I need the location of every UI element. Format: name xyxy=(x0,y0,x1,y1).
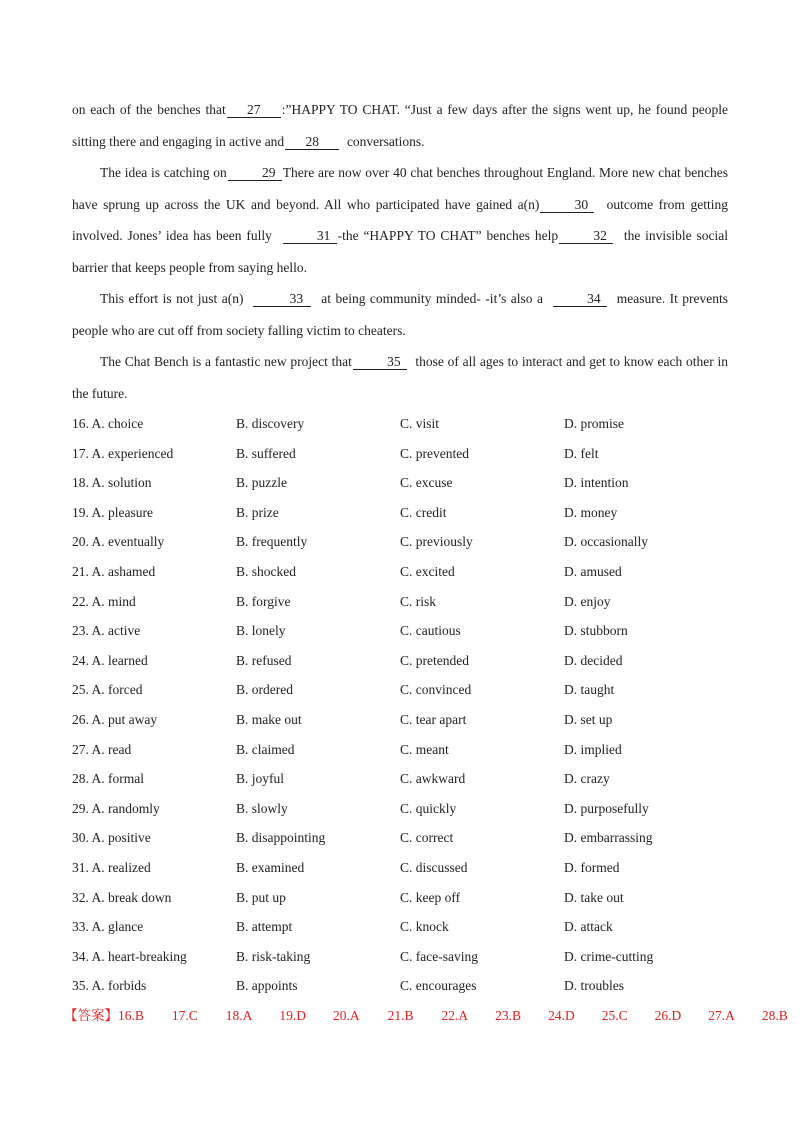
answer-label: 【答案】 xyxy=(64,1007,118,1023)
option-b: B. shocked xyxy=(236,563,296,579)
passage-paragraph-4 xyxy=(72,346,728,409)
passage-text: measure. It prevents people who are cut off from society falling victim to cheaters. xyxy=(72,291,729,338)
option-row xyxy=(72,498,728,528)
option-b: B. examined xyxy=(236,859,305,875)
option-d: D. amused xyxy=(564,563,622,579)
option-b: B. joyful xyxy=(236,771,285,787)
option-a: 18. A. solution xyxy=(72,475,152,491)
option-a: 31. A. realized xyxy=(72,859,151,875)
answer-item: 16.B xyxy=(118,1007,144,1023)
option-c: C. encourages xyxy=(400,978,477,994)
option-row xyxy=(72,409,728,439)
blank-27: 27 xyxy=(227,102,281,118)
option-a: 33. A. glance xyxy=(72,919,144,935)
option-d: D. money xyxy=(564,504,618,520)
option-c: C. face-saving xyxy=(400,948,478,964)
passage-text: -the “HAPPY TO CHAT” benches help xyxy=(337,228,559,243)
option-a: 32. A. break down xyxy=(72,889,172,905)
answer-item: 17.C xyxy=(171,1007,198,1023)
option-row xyxy=(72,705,728,735)
option-row xyxy=(72,853,728,883)
option-d: D. attack xyxy=(564,919,613,935)
option-b: B. appoints xyxy=(236,978,298,994)
blank-30: 30 xyxy=(540,197,594,213)
option-b: B. make out xyxy=(236,711,302,727)
option-row xyxy=(72,794,728,824)
blank-31: 31 xyxy=(283,228,337,244)
option-a: 30. A. positive xyxy=(72,830,151,846)
passage-text: at being community minded- -it’s also a xyxy=(321,291,543,306)
option-d: D. intention xyxy=(564,475,629,491)
option-c: C. tear apart xyxy=(400,711,467,727)
option-d: D. decided xyxy=(564,652,623,668)
option-a: 34. A. heart-breaking xyxy=(72,948,187,964)
option-row xyxy=(72,971,728,1001)
option-d: D. enjoy xyxy=(564,593,611,609)
option-c: C. previously xyxy=(400,534,473,550)
option-b: B. suffered xyxy=(236,445,296,461)
option-row xyxy=(72,527,728,557)
answer-item: 20.A xyxy=(333,1007,360,1023)
option-b: B. attempt xyxy=(236,919,293,935)
option-a: 35. A. forbids xyxy=(72,978,147,994)
option-c: C. cautious xyxy=(400,623,461,639)
option-c: C. keep off xyxy=(400,889,461,905)
passage-text: conversations. xyxy=(346,133,425,149)
option-a: 25. A. forced xyxy=(72,682,143,698)
option-row xyxy=(72,557,728,587)
passage-text: those of all ages to interact and get to know each other in the future. xyxy=(72,354,728,401)
answer-item: 26.D xyxy=(654,1007,682,1023)
option-c: C. awkward xyxy=(400,771,466,787)
option-c: C. meant xyxy=(400,741,449,757)
option-c: C. prevented xyxy=(400,445,469,461)
option-d: D. formed xyxy=(564,859,620,875)
option-row xyxy=(72,912,728,942)
option-b: B. refused xyxy=(236,652,292,668)
option-d: D. set up xyxy=(564,711,613,727)
option-d: D. implied xyxy=(564,741,622,757)
option-b: B. prize xyxy=(236,504,279,520)
options-list xyxy=(72,409,728,1001)
answer-item: 21.B xyxy=(387,1007,414,1023)
option-a: 27. A. read xyxy=(72,741,132,757)
option-c: C. discussed xyxy=(400,859,468,875)
option-row xyxy=(72,883,728,913)
option-row xyxy=(72,764,728,794)
answer-item: 19.D xyxy=(279,1007,307,1023)
option-row xyxy=(72,823,728,853)
option-b: B. forgive xyxy=(236,593,291,609)
option-a: 29. A. randomly xyxy=(72,800,160,816)
option-d: D. embarrassing xyxy=(564,830,653,846)
option-b: B. put up xyxy=(236,889,286,905)
option-b: B. lonely xyxy=(236,623,286,639)
blank-28: 28 xyxy=(285,134,339,150)
answer-item: 23.B xyxy=(495,1007,522,1023)
answer-items xyxy=(118,1001,788,1031)
option-row xyxy=(72,646,728,676)
answer-item: 28.B xyxy=(761,1007,788,1023)
passage-text: The Chat Bench is a fantastic new project that xyxy=(100,354,352,369)
passage-text: the invisible social barrier that keeps people from saying hello. xyxy=(72,228,729,275)
option-b: B. claimed xyxy=(236,741,295,757)
option-a: 28. A. formal xyxy=(72,771,144,787)
option-row xyxy=(72,735,728,765)
option-row xyxy=(72,616,728,646)
passage-text: This effort is not just a(n) xyxy=(100,291,244,306)
answer-item: 18.A xyxy=(225,1007,253,1023)
option-c: C. correct xyxy=(400,830,454,846)
option-row xyxy=(72,942,728,972)
option-c: C. knock xyxy=(400,919,449,935)
option-a: 23. A. active xyxy=(72,623,141,639)
blank-33: 33 xyxy=(253,291,311,307)
option-row xyxy=(72,468,728,498)
answer-item: 25.C xyxy=(601,1007,628,1023)
option-a: 19. A. pleasure xyxy=(72,504,153,520)
option-c: C. excited xyxy=(400,563,455,579)
option-a: 21. A. ashamed xyxy=(72,563,156,579)
option-b: B. risk-taking xyxy=(236,948,311,964)
option-b: B. frequently xyxy=(236,534,308,550)
option-row xyxy=(72,675,728,705)
blank-34: 34 xyxy=(553,291,607,307)
option-d: D. felt xyxy=(564,445,599,461)
blank-32: 32 xyxy=(559,228,613,244)
passage-paragraph-3 xyxy=(72,283,728,346)
option-b: B. puzzle xyxy=(236,475,287,491)
answer-item: 22.A xyxy=(441,1007,469,1023)
option-a: 20. A. eventually xyxy=(72,534,165,550)
blank-29: 29 xyxy=(228,165,282,181)
option-row xyxy=(72,439,728,469)
option-a: 22. A. mind xyxy=(72,593,136,609)
answer-item: 27.A xyxy=(708,1007,735,1023)
option-d: D. troubles xyxy=(564,978,624,994)
option-c: C. convinced xyxy=(400,682,472,698)
option-b: B. discovery xyxy=(236,416,305,431)
option-b: B. ordered xyxy=(236,682,293,698)
answer-key xyxy=(64,1001,788,1031)
option-b: B. disappointing xyxy=(236,830,326,846)
passage-text: outcome from getting involved. Jones’ idea has been fully xyxy=(72,196,728,243)
option-d: D. take out xyxy=(564,889,624,905)
option-c: C. credit xyxy=(400,504,447,520)
option-d: D. crazy xyxy=(564,771,610,787)
passage-text: There are now over 40 chat benches throughout England. More new chat benches have sprung up across the UK and beyond. All who participated have gained a(n) xyxy=(72,165,728,212)
blank-35: 35 xyxy=(353,354,407,370)
option-a: 17. A. experienced xyxy=(72,445,174,461)
option-d: D. taught xyxy=(564,682,615,698)
answer-item: 24.D xyxy=(548,1007,575,1023)
option-a: 26. A. put away xyxy=(72,711,158,727)
option-d: D. occasionally xyxy=(564,534,648,550)
option-a: 24. A. learned xyxy=(72,652,148,668)
option-c: C. quickly xyxy=(400,800,457,816)
option-c: C. excuse xyxy=(400,475,453,491)
option-c: C. pretended xyxy=(400,652,469,668)
option-c: C. risk xyxy=(400,593,437,609)
passage-text: :”HAPPY TO CHAT. “Just a few days after the signs went up, he found people sitting there and engaging in active and xyxy=(72,102,728,149)
document-page xyxy=(64,94,788,1031)
option-b: B. slowly xyxy=(236,800,288,816)
passage-text: on each of the benches that xyxy=(72,102,226,117)
option-row xyxy=(72,587,728,617)
option-d: D. crime-cutting xyxy=(564,948,654,964)
option-d: D. promise xyxy=(564,416,624,431)
option-a: 16. A. choice xyxy=(72,416,144,431)
passage-paragraph-1 xyxy=(72,94,728,157)
option-c: C. visit xyxy=(400,416,440,431)
option-d: D. purposefully xyxy=(564,800,649,816)
passage-paragraph-2 xyxy=(72,157,728,283)
option-d: D. stubborn xyxy=(564,623,628,639)
passage-text: The idea is catching on xyxy=(100,165,227,180)
